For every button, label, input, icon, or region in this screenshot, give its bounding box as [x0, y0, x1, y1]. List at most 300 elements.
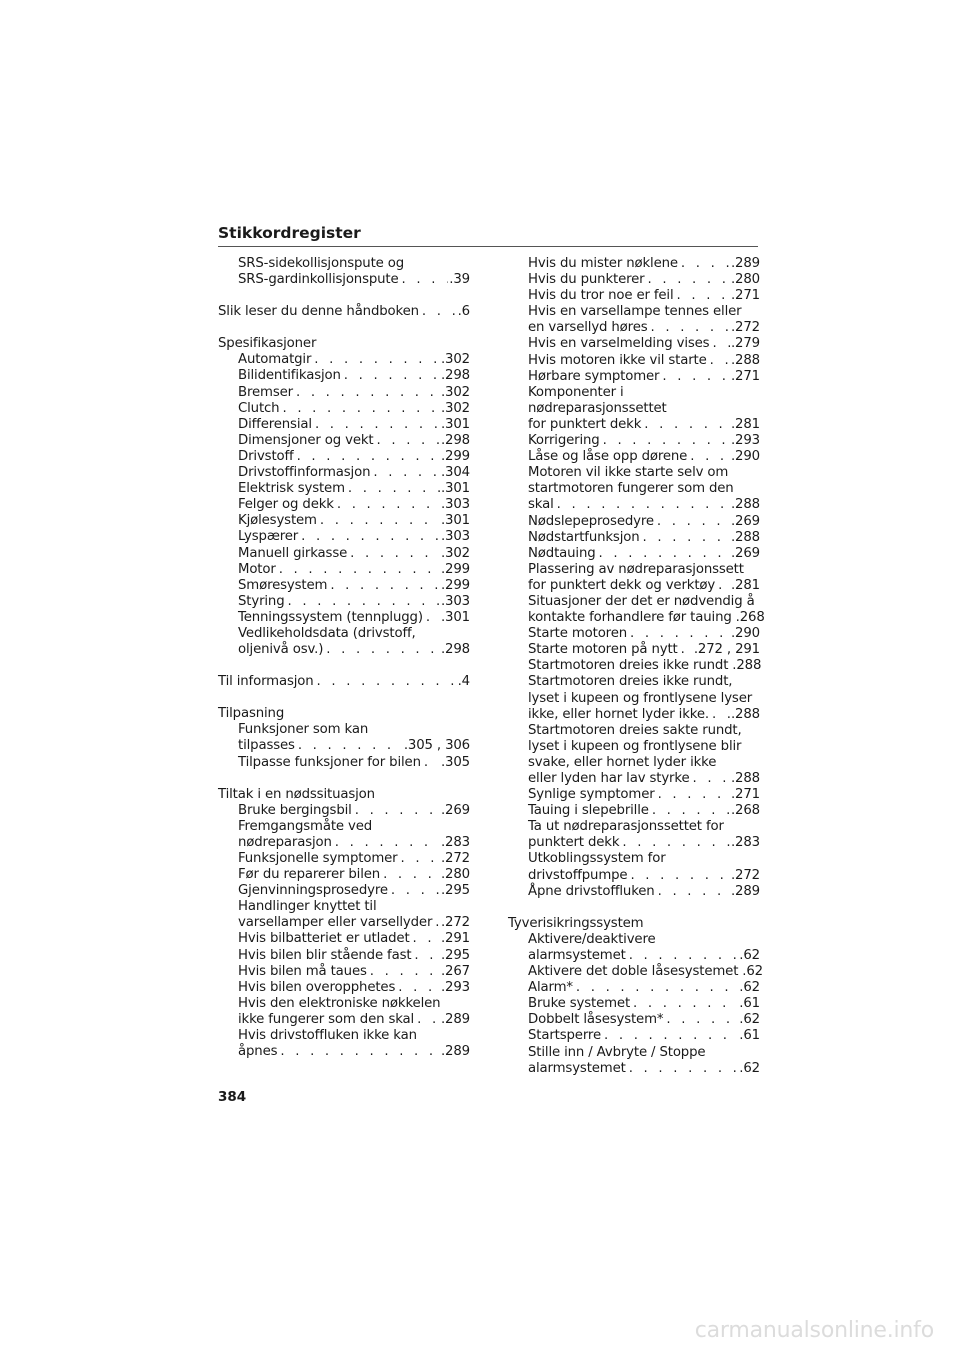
index-page-ref[interactable]: .288 — [730, 497, 760, 513]
index-page-ref[interactable]: .272 , 291 — [693, 642, 760, 658]
dot-leader — [576, 980, 738, 996]
index-entry-text: Hvis bilen overopphetes — [238, 979, 396, 995]
index-entry-line: Startmotoren dreies ikke rundt, — [528, 674, 733, 690]
index-entry[interactable] — [218, 1028, 470, 1060]
index-entry-text: Bremser — [238, 384, 293, 400]
index-entry-text: Felger og dekk — [238, 497, 334, 513]
index-group — [218, 787, 470, 1061]
index-page-ref[interactable]: .301 — [440, 513, 470, 529]
index-entry[interactable] — [508, 723, 760, 787]
index-entry[interactable] — [508, 626, 760, 642]
index-entry-text: Tenningssystem (tennplugg) — [238, 609, 423, 625]
dot-leader — [326, 642, 440, 658]
index-page-ref[interactable]: .298 — [440, 642, 470, 658]
index-page-ref[interactable]: .293 — [730, 433, 760, 449]
index-entry[interactable] — [508, 562, 760, 594]
index-entry[interactable] — [218, 610, 470, 626]
index-entry[interactable] — [508, 256, 760, 272]
index-entry-text: en varsellyd høres — [528, 320, 648, 336]
dot-leader — [370, 964, 440, 980]
dot-leader — [681, 256, 730, 272]
index-entry-text: Manuell girkasse — [238, 545, 348, 561]
index-page-ref[interactable]: .283 — [440, 834, 470, 850]
dot-leader — [647, 272, 730, 288]
index-page-ref[interactable]: .289 — [440, 1044, 470, 1060]
index-page-ref[interactable]: .299 — [440, 577, 470, 593]
index-entry-text: tilpasses — [238, 738, 295, 754]
index-entry-text: Låse og låse opp dørene — [528, 449, 688, 465]
index-entry-text: Hvis motoren ikke vil starte — [528, 352, 707, 368]
index-entry[interactable] — [508, 980, 760, 996]
index-entry-text: ikke, eller hornet lyder ikke. — [528, 706, 709, 722]
index-page-ref[interactable]: .279 — [730, 336, 760, 352]
index-entry[interactable] — [218, 417, 470, 433]
index-entry-text: Hvis bilen må taues — [238, 963, 367, 979]
index-page-ref[interactable]: .302 — [440, 352, 470, 368]
index-entry-text: Differensial — [238, 416, 312, 432]
dot-leader — [391, 883, 440, 899]
index-entry-text: punktert dekk — [528, 835, 620, 851]
index-entry-text: Hvis du punkterer — [528, 272, 645, 288]
index-entry[interactable] — [218, 964, 470, 980]
dot-leader — [355, 803, 440, 819]
dot-leader — [666, 1012, 738, 1028]
index-entry-text: Starte motoren — [528, 626, 628, 642]
index-page-ref[interactable]: .305 — [440, 754, 470, 770]
index-entry[interactable] — [218, 562, 470, 578]
index-entry[interactable] — [218, 433, 470, 449]
dot-leader — [603, 433, 730, 449]
dot-leader — [557, 497, 730, 513]
index-entry-text: Clutch — [238, 400, 280, 416]
index-page-ref[interactable]: .268 — [730, 803, 760, 819]
index-entry-text: Funksjonelle symptomer — [238, 851, 398, 866]
index-page-ref[interactable]: .298 — [440, 368, 470, 384]
index-entry-text: Synlige symptomer — [528, 787, 655, 803]
index-page-ref[interactable]: .272 — [730, 320, 760, 336]
index-entry[interactable] — [508, 884, 760, 900]
index-page-ref[interactable]: .301 — [440, 416, 470, 432]
dot-leader — [417, 1012, 440, 1028]
index-entry-text: Til informasjon — [218, 674, 314, 690]
index-entry[interactable] — [218, 513, 470, 529]
index-entry[interactable] — [218, 899, 470, 931]
index-entry[interactable] — [508, 932, 760, 964]
dot-leader — [718, 578, 730, 594]
index-entry[interactable] — [508, 336, 760, 352]
index-page-ref[interactable]: .293 — [440, 979, 470, 995]
index-entry-text: Automatgir — [238, 352, 312, 368]
index-page-ref[interactable]: .295 — [440, 883, 470, 899]
index-entry-line: lyset i kupeen og frontlysene lyser — [528, 690, 753, 706]
dot-leader — [604, 1028, 738, 1044]
index-page-ref[interactable]: .61 — [739, 996, 760, 1012]
index-page-ref[interactable]: .288 — [732, 658, 762, 674]
index-page-ref[interactable]: .61 — [739, 1028, 760, 1044]
index-entry-line: Hvis en varsellampe tennes eller — [528, 304, 742, 320]
index-entry[interactable] — [218, 546, 470, 562]
index-entry-line: Startmotoren dreies sakte rundt, — [528, 722, 742, 738]
index-entry[interactable] — [218, 465, 470, 481]
index-entry-text: Alarm* — [528, 980, 573, 996]
index-page-ref[interactable]: .295 — [440, 947, 470, 963]
index-entry[interactable] — [508, 674, 760, 722]
index-page-ref[interactable]: .272 — [440, 851, 470, 866]
index-entry[interactable] — [218, 352, 470, 368]
index-entry[interactable] — [508, 819, 760, 851]
index-entry[interactable] — [218, 594, 470, 610]
dot-leader — [712, 707, 730, 723]
index-entry[interactable] — [508, 546, 760, 562]
index-entry-line: Plassering av nødreparasjonssett — [528, 561, 744, 577]
dot-leader — [643, 530, 730, 546]
dot-leader — [633, 996, 738, 1012]
index-entry-line: Stille inn / Avbryte / Stoppe — [528, 1044, 706, 1060]
index-entry-text: Starte motoren på nytt — [528, 642, 678, 658]
dot-leader — [651, 320, 730, 336]
index-entry[interactable] — [508, 593, 765, 626]
index-entry-text: Gjenvinningsprosedyre — [238, 883, 388, 899]
index-entry-text: alarmsystemet — [528, 947, 626, 963]
dot-leader — [296, 385, 440, 401]
index-page-ref[interactable]: .271 — [730, 787, 760, 803]
index-heading: Tyverisikringssystem — [508, 915, 644, 931]
index-page-ref[interactable]: .290 — [730, 626, 760, 642]
index-entry[interactable] — [218, 883, 470, 899]
index-page-ref[interactable]: .289 — [440, 1011, 470, 1027]
dot-leader — [681, 642, 693, 658]
index-page-ref[interactable]: .288 — [730, 529, 760, 545]
index-entry[interactable] — [218, 578, 470, 594]
dot-leader — [383, 867, 440, 883]
index-page-ref[interactable]: .301 — [440, 609, 470, 625]
index-entry-text: Nødslepeprosedyre — [528, 513, 654, 529]
index-entry-line: Hvis den elektroniske nøkkelen — [238, 995, 441, 1011]
index-page-ref[interactable]: .280 — [730, 272, 760, 288]
dot-leader — [414, 948, 440, 964]
dot-leader — [344, 368, 440, 384]
dot-leader — [677, 288, 730, 304]
index-entry-text: Bilidentifikasjon — [238, 368, 341, 384]
index-entry[interactable] — [218, 481, 470, 497]
index-group — [218, 706, 470, 770]
index-page-ref[interactable]: .281 — [730, 577, 760, 593]
index-entry-text: SRS-gardinkollisjonspute — [238, 272, 399, 288]
index-entry[interactable] — [508, 433, 760, 449]
index-entry-text: Korrigering — [528, 433, 600, 449]
index-entry[interactable] — [218, 674, 470, 690]
dot-leader — [282, 401, 440, 417]
index-entry-text: ikke fungerer som den skal — [238, 1011, 415, 1027]
index-entry-text: Kjølesystem — [238, 513, 317, 529]
dot-leader — [280, 1044, 440, 1060]
watermark: carmanualsonline.info — [694, 1318, 934, 1343]
index-page-ref[interactable]: .283 — [730, 835, 760, 851]
index-page-ref[interactable]: .268 — [735, 610, 765, 626]
page-number: 384 — [218, 1089, 247, 1105]
index-entry[interactable] — [508, 787, 760, 803]
dot-leader — [402, 272, 449, 288]
index-entry[interactable] — [218, 755, 470, 771]
index-page-ref[interactable]: .291 — [440, 931, 470, 947]
index-entry-text: Dimensjoner og vekt — [238, 432, 374, 448]
dot-leader — [629, 948, 739, 964]
index-page-ref[interactable]: .267 — [440, 963, 470, 979]
index-entry[interactable] — [508, 353, 760, 369]
index-entry[interactable] — [508, 964, 763, 980]
index-group — [218, 304, 470, 320]
dot-leader — [317, 674, 457, 690]
index-entry-line: Funksjoner som kan — [238, 722, 369, 738]
index-entry[interactable] — [508, 272, 760, 288]
index-page-ref[interactable]: .301 — [440, 481, 470, 497]
index-entry[interactable] — [508, 1012, 760, 1028]
index-page-ref[interactable]: .302 — [440, 400, 470, 416]
index-entry[interactable] — [218, 256, 470, 288]
index-page-ref[interactable]: .299 — [440, 561, 470, 577]
index-entry-text: for punktert dekk og verktøy — [528, 577, 716, 593]
index-page-ref[interactable]: .299 — [440, 448, 470, 464]
index-page-ref[interactable]: .62 — [739, 1012, 760, 1028]
index-entry-text: Hvis du mister nøklene — [528, 256, 678, 271]
index-page-ref[interactable]: .271 — [730, 288, 760, 304]
index-entry-line: Handlinger knyttet til — [238, 899, 377, 915]
index-page-ref[interactable]: .302 — [440, 545, 470, 561]
index-entry-line: Ta ut nødreparasjonssettet for — [528, 819, 724, 835]
index-entry[interactable] — [508, 1045, 760, 1077]
dot-leader — [710, 353, 730, 369]
index-entry-line: lyset i kupeen og frontlysene blir — [528, 738, 742, 754]
index-page-ref[interactable]: .62 — [739, 1060, 760, 1076]
index-page-ref[interactable]: .288 — [730, 706, 760, 722]
index-column-left — [218, 256, 470, 1076]
index-page-ref[interactable]: .303 — [440, 529, 470, 545]
index-entry-text: Aktivere det doble låsesystemet — [528, 964, 739, 980]
index-entry-text: Tilpasse funksjoner for bilen — [238, 754, 421, 770]
index-entry-text: for punktert dekk — [528, 416, 642, 432]
dot-leader — [279, 562, 440, 578]
index-page-ref[interactable]: .281 — [730, 416, 760, 432]
index-heading: Tiltak i en nødssituasjon — [218, 786, 375, 802]
index-entry-text: Startmotoren dreies ikke rundt — [528, 658, 729, 674]
dot-leader — [297, 449, 440, 465]
dot-leader — [422, 304, 457, 320]
dot-leader — [599, 546, 730, 562]
index-entry[interactable] — [218, 529, 470, 545]
index-page-ref[interactable]: .271 — [730, 368, 760, 384]
index-entry[interactable] — [218, 851, 470, 867]
dot-leader — [657, 514, 730, 530]
index-entry-text: Dobbelt låsesystem* — [528, 1012, 664, 1028]
index-entry-text: Drivstoffinformasjon — [238, 465, 371, 481]
index-entry-text: Nødtauing — [528, 545, 596, 561]
index-heading: Tilpasning — [218, 706, 285, 722]
index-page-ref[interactable]: .272 — [730, 867, 760, 883]
dot-leader — [652, 803, 730, 819]
index-page-ref[interactable]: .289 — [730, 256, 760, 271]
dot-leader — [662, 369, 730, 385]
index-entry-text: Drivstoff — [238, 448, 294, 464]
index-page-ref[interactable]: .269 — [730, 513, 760, 529]
index-entry-line: startmotoren fungerer som den — [528, 481, 734, 497]
index-group — [508, 256, 765, 900]
index-entry[interactable] — [508, 530, 760, 546]
index-entry[interactable] — [508, 1028, 760, 1044]
index-entry-line: svake, eller hornet lyder ikke — [528, 754, 717, 770]
dot-leader — [348, 481, 440, 497]
index-entry[interactable] — [508, 385, 760, 433]
index-entry[interactable] — [218, 497, 470, 513]
section-title: Stikkordregister — [218, 224, 361, 242]
index-group — [508, 915, 763, 1077]
index-entry-line: Fremgangsmåte ved — [238, 818, 373, 834]
index-entry-text: skal — [528, 497, 554, 513]
index-entry[interactable] — [218, 931, 470, 947]
index-entry-line: Komponenter i nødreparasjonssettet — [528, 384, 667, 416]
index-page-ref[interactable]: .290 — [730, 449, 760, 465]
index-page-ref[interactable]: .4 — [457, 674, 470, 690]
index-page-ref[interactable]: .298 — [440, 432, 470, 448]
index-page-ref[interactable]: .269 — [730, 545, 760, 561]
index-entry-line: Hvis drivstoffluken ikke kan — [238, 1028, 417, 1044]
index-page-ref[interactable]: .303 — [440, 497, 470, 513]
index-entry-text: kontakte forhandlere før tauing — [528, 610, 732, 626]
index-entry-text: Bruke bergingsbil — [238, 802, 352, 818]
index-entry-text: Startsperre — [528, 1028, 601, 1044]
index-entry[interactable] — [508, 642, 760, 658]
index-entry[interactable] — [218, 819, 470, 851]
dot-leader — [424, 755, 440, 771]
index-entry[interactable] — [218, 803, 470, 819]
index-entry[interactable] — [508, 803, 760, 819]
index-entry-text: eller lyden har lav styrke — [528, 771, 690, 786]
dot-leader — [644, 417, 730, 433]
dot-leader — [658, 884, 730, 900]
index-page-ref[interactable]: .302 — [440, 384, 470, 400]
dot-leader — [435, 915, 440, 931]
index-page-ref[interactable]: .62 — [739, 947, 760, 963]
index-entry-text: Hørbare symptomer — [528, 368, 660, 384]
dot-leader — [658, 787, 730, 803]
index-entry-text: oljenivå osv.) — [238, 642, 324, 658]
index-entry-line: Vedlikeholdsdata (drivstoff, — [238, 625, 416, 641]
dot-leader — [350, 546, 440, 562]
index-page-ref[interactable]: .280 — [440, 867, 470, 883]
index-entry-line: Situasjoner der det er nødvendig å — [528, 593, 755, 609]
index-entry-text: Åpne drivstoffluken — [528, 883, 655, 899]
index-entry[interactable] — [218, 304, 470, 320]
index-entry[interactable] — [218, 385, 470, 401]
dot-leader — [426, 610, 440, 626]
index-entry[interactable] — [508, 304, 760, 336]
index-entry-text: drivstoffpumpe — [528, 867, 628, 883]
dot-leader — [373, 465, 440, 481]
index-entry[interactable] — [508, 449, 760, 465]
index-entry-line: Motoren vil ikke starte selv om — [528, 465, 729, 481]
dot-leader — [337, 497, 440, 513]
index-entry[interactable] — [508, 465, 760, 513]
index-entry-text: Slik leser du denne håndboken — [218, 304, 419, 320]
index-entry[interactable] — [218, 948, 470, 964]
index-entry-text: nødreparasjon — [238, 834, 332, 850]
dot-leader — [630, 626, 730, 642]
index-entry[interactable] — [508, 851, 760, 883]
index-group — [218, 674, 470, 690]
dot-leader — [298, 738, 403, 754]
index-entry-text: Smøresystem — [238, 577, 328, 593]
dot-leader — [398, 980, 440, 996]
index-heading: Spesifikasjoner — [218, 336, 317, 352]
index-page-ref[interactable]: .272 — [440, 915, 470, 931]
index-entry[interactable] — [508, 658, 760, 674]
index-page-ref[interactable]: .62 — [742, 964, 763, 980]
index-entry-text: Tauing i slepebrille — [528, 803, 649, 819]
index-entry[interactable] — [218, 368, 470, 384]
dot-leader — [622, 835, 730, 851]
index-entry-text: Før du reparerer bilen — [238, 867, 381, 883]
index-entry[interactable] — [218, 401, 470, 417]
index-entry-text: Hvis en varselmelding vises — [528, 336, 710, 352]
index-page-ref[interactable]: .39 — [449, 272, 470, 288]
dot-leader — [712, 336, 730, 352]
index-entry-text: Hvis bilen blir stående fast — [238, 947, 412, 963]
dot-leader — [288, 594, 440, 610]
index-entry[interactable] — [508, 996, 760, 1012]
index-entry[interactable] — [218, 626, 470, 658]
dot-leader — [630, 868, 730, 884]
index-entry-line: SRS-sidekollisjonspute og — [238, 256, 405, 271]
index-page-ref[interactable]: .269 — [440, 802, 470, 818]
index-entry-text: Elektrisk system — [238, 481, 345, 497]
index-page-ref[interactable]: .289 — [730, 883, 760, 899]
dot-leader — [314, 352, 440, 368]
index-page-ref[interactable]: .62 — [739, 980, 760, 996]
index-entry[interactable] — [218, 996, 470, 1028]
dot-leader — [315, 417, 440, 433]
index-entry[interactable] — [218, 722, 470, 754]
index-entry[interactable] — [218, 980, 470, 996]
dot-leader — [692, 771, 730, 787]
dot-leader — [320, 513, 440, 529]
dot-leader — [400, 851, 440, 867]
index-entry-line: Aktivere/deaktivere — [528, 931, 656, 947]
index-entry-text: Nødstartfunksjon — [528, 529, 640, 545]
index-entry-line: Utkoblingssystem for — [528, 851, 666, 867]
dot-leader — [690, 449, 730, 465]
dot-leader — [335, 835, 440, 851]
index-page-ref[interactable]: .288 — [730, 771, 760, 786]
index-page-ref[interactable]: .305 , 306 — [403, 738, 470, 754]
index-entry[interactable] — [218, 449, 470, 465]
dot-leader — [413, 931, 440, 947]
index-page-ref[interactable]: .288 — [730, 352, 760, 368]
index-entry-text: alarmsystemet — [528, 1060, 626, 1076]
index-page-ref[interactable]: .303 — [440, 593, 470, 609]
index-entry-text: varsellamper eller varsellyder — [238, 915, 433, 931]
index-entry[interactable] — [218, 867, 470, 883]
index-entry[interactable] — [508, 288, 760, 304]
index-entry-text: Motor — [238, 561, 276, 577]
dot-leader — [330, 578, 440, 594]
index-entry-text: Lyspærer — [238, 529, 299, 545]
index-group — [218, 256, 470, 288]
dot-leader — [376, 433, 440, 449]
index-entry[interactable] — [508, 514, 760, 530]
index-page-ref[interactable]: .304 — [440, 465, 470, 481]
index-page-ref[interactable]: .6 — [457, 304, 470, 320]
index-entry[interactable] — [508, 369, 760, 385]
page-header — [218, 223, 758, 247]
